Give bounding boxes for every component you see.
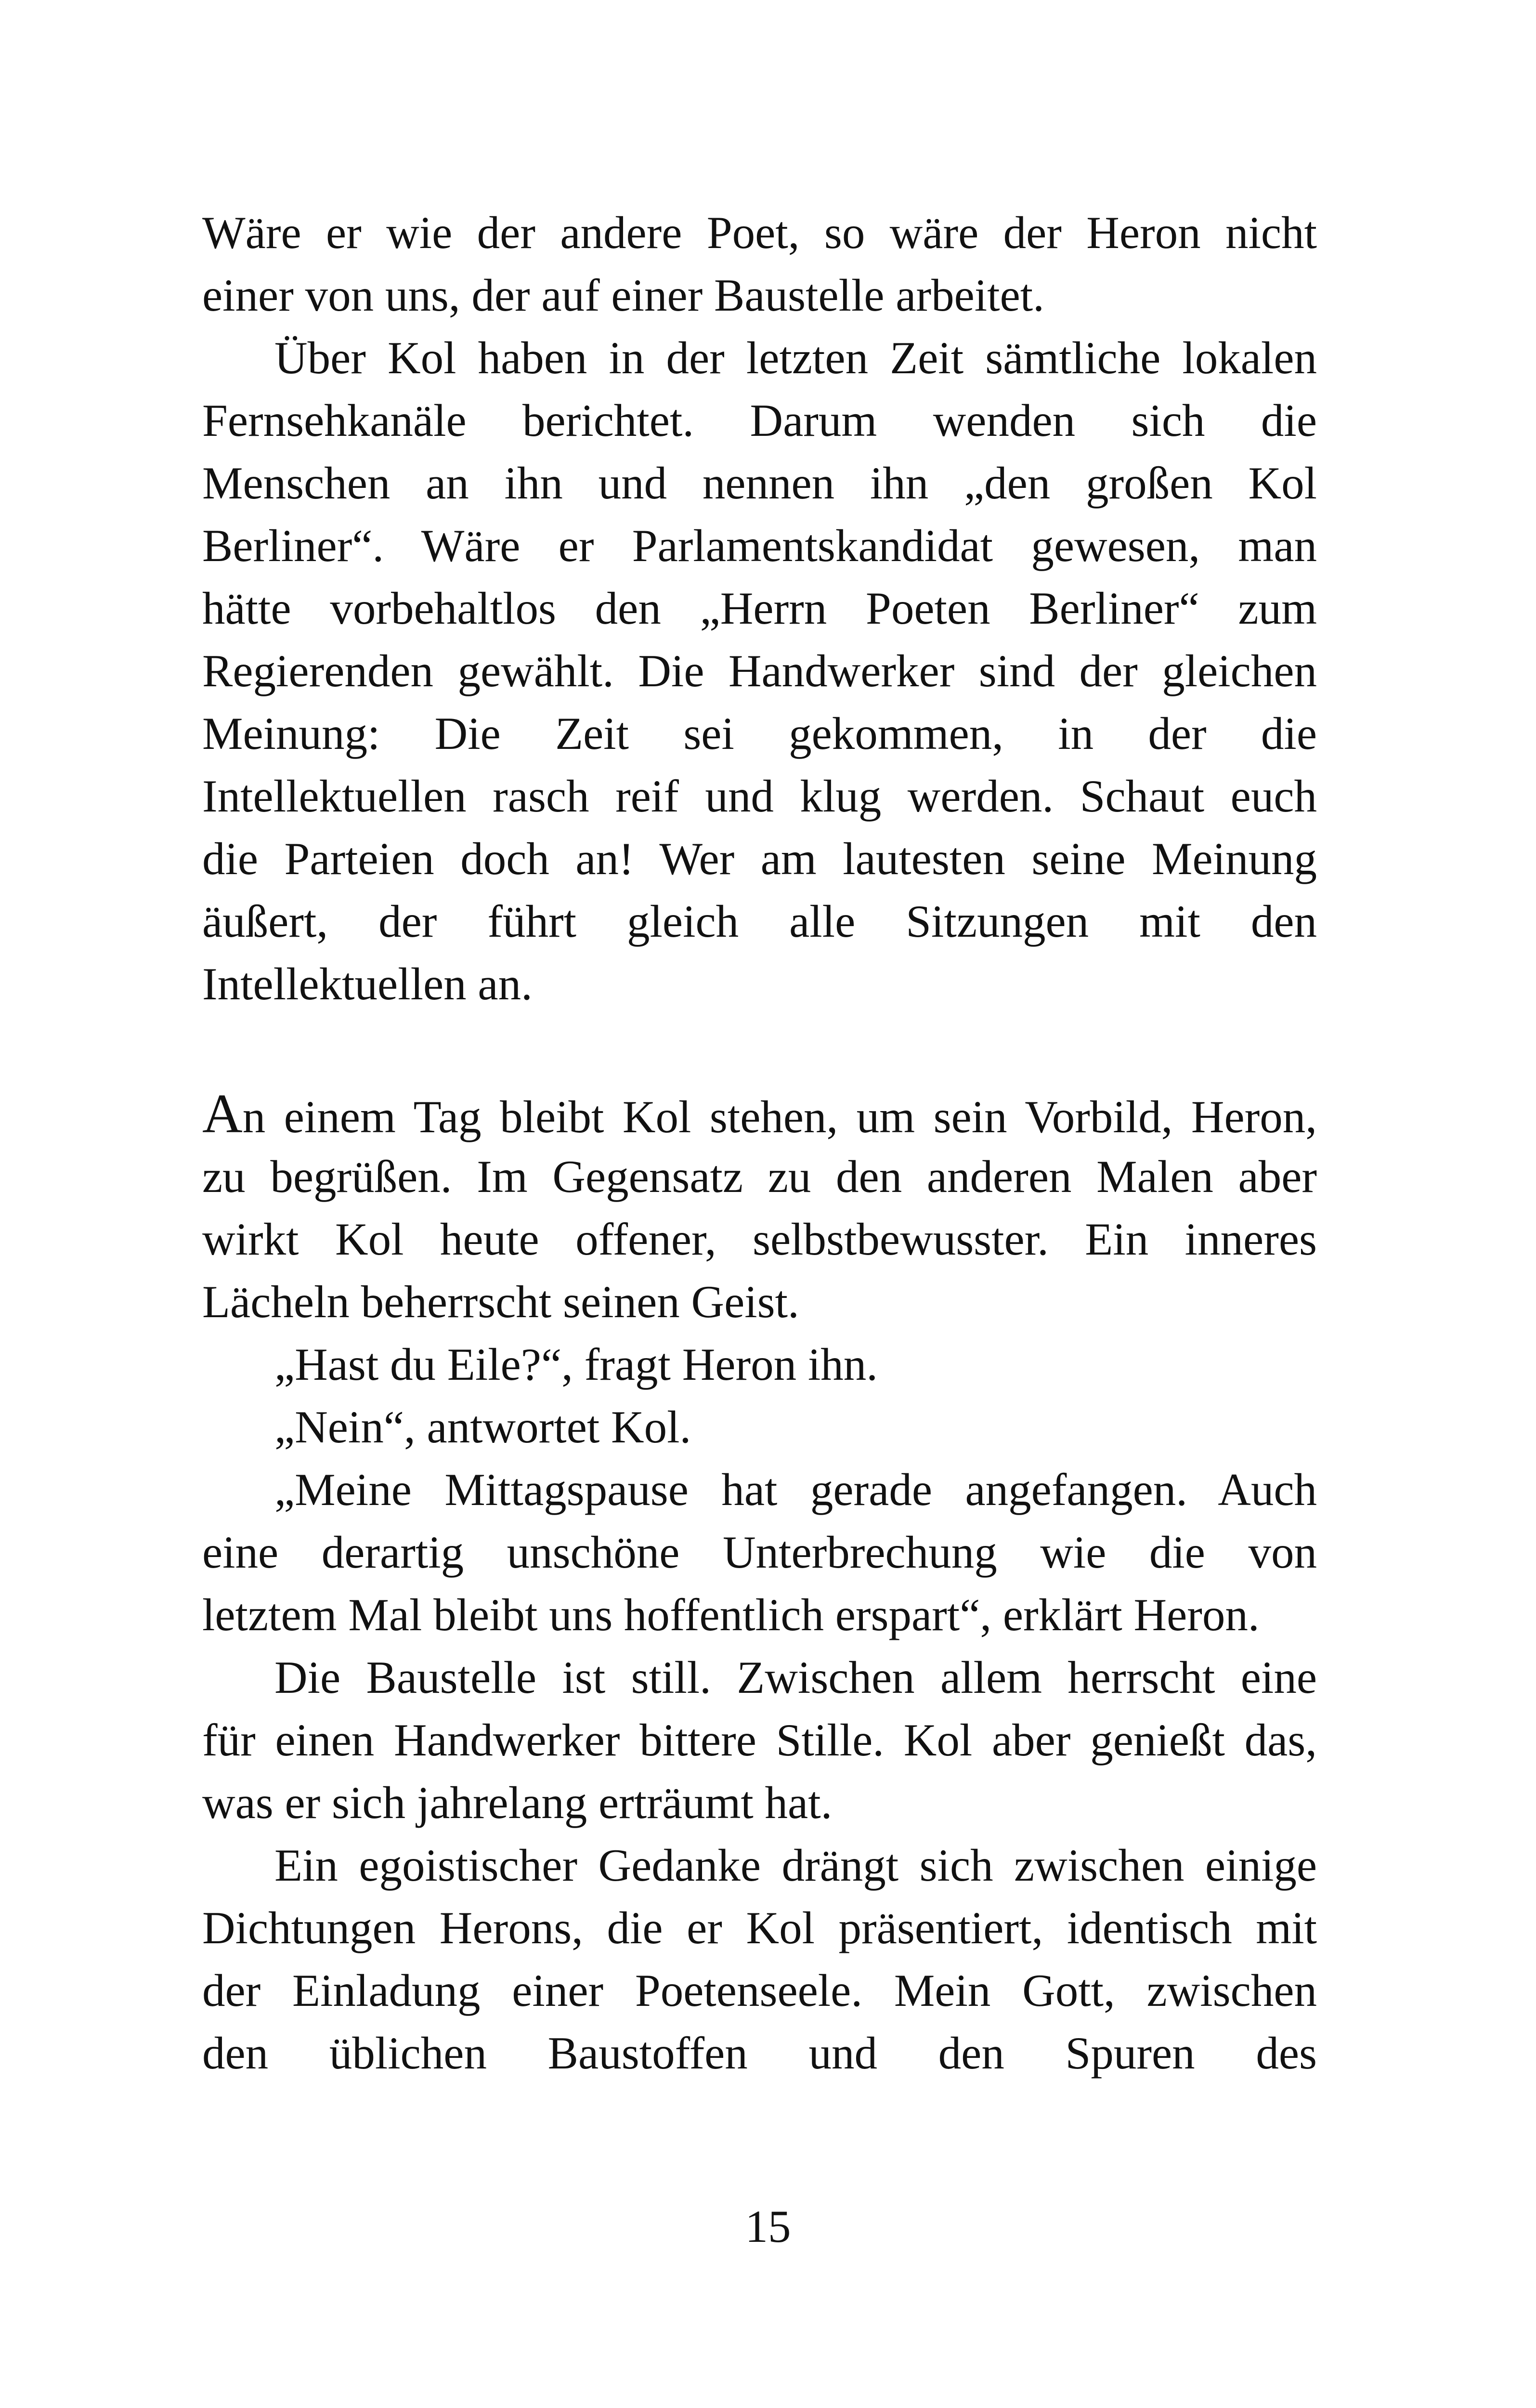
text-line-rest: n einem Tag bleibt Kol stehen, um sein Vorbild, Heron,	[242, 1091, 1317, 1142]
text-line: Über Kol haben in der letzten Zeit sämtliche lokalen	[274, 332, 1317, 383]
text-line: Dichtungen Herons, die er Kol präsentiert, identisch mit	[202, 1902, 1317, 1953]
text-line: den üblichen Baustoffen und den Spuren des	[202, 2028, 1317, 2079]
paragraph-block-1	[202, 201, 1317, 1015]
text-line: Berliner“. Wäre er Parlamentskandidat gewesen, man	[202, 520, 1317, 571]
text-line: letztem Mal bleibt uns hoffentlich erspart“, erklärt Heron.	[202, 1589, 1260, 1640]
text-line: äußert, der führt gleich alle Sitzungen mit den	[202, 896, 1317, 947]
text-line-with-dropcap	[202, 1083, 1317, 1145]
text-line: eine derartig unschöne Unterbrechung wie die von	[202, 1527, 1317, 1578]
text-line: „Meine Mittagspause hat gerade angefangen. Auch	[274, 1464, 1317, 1515]
dropcap-letter: A	[202, 1083, 243, 1145]
text-line: Fernsehkanäle berichtet. Darum wenden sich die	[202, 395, 1317, 446]
text-line: Ein egoistischer Gedanke drängt sich zwischen einige	[274, 1840, 1317, 1891]
text-line: was er sich jahrelang erträumt hat.	[202, 1777, 833, 1828]
text-line: für einen Handwerker bittere Stille. Kol aber genießt das,	[202, 1714, 1317, 1766]
text-line: die Parteien doch an! Wer am lautesten seine Meinung	[202, 833, 1317, 884]
text-line: einer von uns, der auf einer Baustelle arbeitet.	[202, 270, 1044, 321]
text-line: Intellektuellen rasch reif und klug werden. Schaut euch	[202, 771, 1317, 822]
text-line: Intellektuellen an.	[202, 958, 533, 1009]
text-line: Meinung: Die Zeit sei gekommen, in der die	[202, 708, 1317, 759]
text-line: wirkt Kol heute offener, selbstbewusster. Ein inneres	[202, 1214, 1317, 1265]
text-line: zu begrüßen. Im Gegensatz zu den anderen Malen aber	[202, 1151, 1317, 1202]
text-line: „Hast du Eile?“, fragt Heron ihn.	[274, 1339, 878, 1390]
text-line: hätte vorbehaltlos den „Herrn Poeten Berliner“ zum	[202, 583, 1317, 634]
page-number: 15	[745, 2201, 791, 2252]
paragraph-block-2	[202, 1083, 1317, 2084]
text-line: der Einladung einer Poetenseele. Mein Gott, zwischen	[202, 1965, 1317, 2016]
text-line: Wäre er wie der andere Poet, so wäre der Heron nicht	[202, 207, 1317, 258]
text-line: Regierenden gewählt. Die Handwerker sind der gleichen	[202, 645, 1317, 696]
text-line: „Nein“, antwortet Kol.	[274, 1401, 691, 1453]
text-line: Die Baustelle ist still. Zwischen allem herrscht eine	[274, 1652, 1317, 1703]
text-line: Menschen an ihn und nennen ihn „den großen Kol	[202, 458, 1317, 509]
text-line: Lächeln beherrscht seinen Geist.	[202, 1276, 799, 1327]
